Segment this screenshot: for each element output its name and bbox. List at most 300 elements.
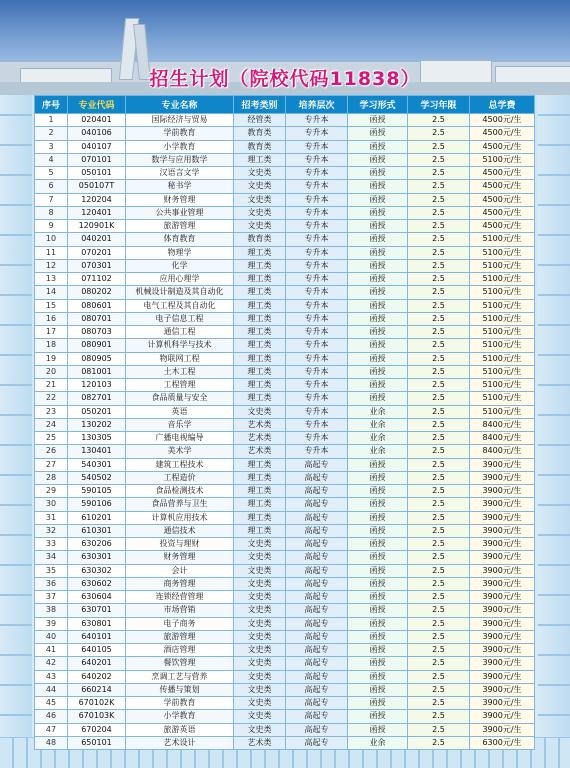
- total-fee: 5100元/生: [470, 339, 535, 352]
- major-code: 080901: [68, 339, 126, 352]
- table-row: [35, 736, 535, 749]
- major-code: 120901K: [68, 220, 126, 233]
- total-fee: 5100元/生: [470, 286, 535, 299]
- major-name: 食品质量与安全: [126, 392, 234, 405]
- study-mode: 业余: [348, 445, 408, 458]
- table-row: [35, 723, 535, 736]
- study-years: 2.5: [408, 339, 470, 352]
- study-level: 专升本: [286, 379, 348, 392]
- study-mode: 函授: [348, 339, 408, 352]
- major-name: 物联网工程: [126, 352, 234, 365]
- table-row: [35, 418, 535, 431]
- study-years: 2.5: [408, 127, 470, 140]
- table-row: [35, 167, 535, 180]
- study-mode: 业余: [348, 432, 408, 445]
- exam-category: 理工类: [234, 392, 286, 405]
- total-fee: 5100元/生: [470, 299, 535, 312]
- major-name: 投资与理财: [126, 538, 234, 551]
- total-fee: 3900元/生: [470, 458, 535, 471]
- exam-category: 理工类: [234, 458, 286, 471]
- total-fee: 4500元/生: [470, 193, 535, 206]
- table-row: [35, 657, 535, 670]
- exam-category: 理工类: [234, 511, 286, 524]
- study-years: 2.5: [408, 352, 470, 365]
- study-level: 高起专: [286, 657, 348, 670]
- study-mode: 函授: [348, 617, 408, 630]
- major-code: 050101: [68, 167, 126, 180]
- study-mode: 函授: [348, 564, 408, 577]
- study-mode: 函授: [348, 140, 408, 153]
- table-row: [35, 352, 535, 365]
- study-level: 高起专: [286, 485, 348, 498]
- total-fee: 4500元/生: [470, 114, 535, 127]
- exam-category: 艺术类: [234, 418, 286, 431]
- study-years: 2.5: [408, 180, 470, 193]
- major-code: 050201: [68, 405, 126, 418]
- major-name: 财务管理: [126, 193, 234, 206]
- study-mode: 函授: [348, 657, 408, 670]
- table-row: [35, 193, 535, 206]
- study-level: 专升本: [286, 259, 348, 272]
- major-code: 640202: [68, 670, 126, 683]
- major-code: 080202: [68, 286, 126, 299]
- study-years: 2.5: [408, 683, 470, 696]
- table-row: [35, 577, 535, 590]
- study-years: 2.5: [408, 418, 470, 431]
- major-code: 080905: [68, 352, 126, 365]
- major-name: 数学与应用数学: [126, 153, 234, 166]
- major-code: 630301: [68, 551, 126, 564]
- page-title: 招生计划（院校代码11838）: [149, 68, 421, 90]
- table-row: [35, 299, 535, 312]
- major-name: 电子信息工程: [126, 312, 234, 325]
- exam-category: 文史类: [234, 577, 286, 590]
- total-fee: 3900元/生: [470, 710, 535, 723]
- row-number: 3: [35, 140, 68, 153]
- study-level: 专升本: [286, 273, 348, 286]
- study-years: 2.5: [408, 220, 470, 233]
- row-number: 7: [35, 193, 68, 206]
- exam-category: 文史类: [234, 697, 286, 710]
- study-mode: 函授: [348, 577, 408, 590]
- total-fee: 3900元/生: [470, 630, 535, 643]
- major-code: 630206: [68, 538, 126, 551]
- total-fee: 8400元/生: [470, 445, 535, 458]
- exam-category: 文史类: [234, 538, 286, 551]
- study-years: 2.5: [408, 736, 470, 749]
- study-years: 2.5: [408, 644, 470, 657]
- right-border-decoration: [538, 95, 570, 768]
- study-years: 2.5: [408, 458, 470, 471]
- row-number: 39: [35, 617, 68, 630]
- study-years: 2.5: [408, 392, 470, 405]
- total-fee: 3900元/生: [470, 471, 535, 484]
- study-years: 2.5: [408, 365, 470, 378]
- exam-category: 艺术类: [234, 432, 286, 445]
- header-years: 学习年限: [408, 96, 470, 114]
- enrollment-plan-table: [34, 95, 535, 750]
- exam-category: 理工类: [234, 365, 286, 378]
- major-code: 590105: [68, 485, 126, 498]
- total-fee: 5100元/生: [470, 405, 535, 418]
- table-row: [35, 206, 535, 219]
- major-name: 旅游管理: [126, 220, 234, 233]
- major-code: 071102: [68, 273, 126, 286]
- major-name: 应用心理学: [126, 273, 234, 286]
- exam-category: 文史类: [234, 604, 286, 617]
- total-fee: 3900元/生: [470, 617, 535, 630]
- study-years: 2.5: [408, 193, 470, 206]
- exam-category: 文史类: [234, 220, 286, 233]
- table-row: [35, 405, 535, 418]
- study-mode: 函授: [348, 458, 408, 471]
- total-fee: 3900元/生: [470, 524, 535, 537]
- study-level: 专升本: [286, 445, 348, 458]
- study-mode: 函授: [348, 471, 408, 484]
- major-code: 540301: [68, 458, 126, 471]
- major-name: 通信工程: [126, 326, 234, 339]
- major-code: 640201: [68, 657, 126, 670]
- major-name: 连锁经营管理: [126, 591, 234, 604]
- study-years: 2.5: [408, 114, 470, 127]
- row-number: 25: [35, 432, 68, 445]
- study-mode: 函授: [348, 670, 408, 683]
- study-level: 专升本: [286, 233, 348, 246]
- header-fee: 总学费: [470, 96, 535, 114]
- total-fee: 5100元/生: [470, 379, 535, 392]
- row-number: 24: [35, 418, 68, 431]
- study-mode: 函授: [348, 233, 408, 246]
- major-name: 机械设计制造及其自动化: [126, 286, 234, 299]
- study-years: 2.5: [408, 591, 470, 604]
- major-code: 040107: [68, 140, 126, 153]
- table-row: [35, 551, 535, 564]
- major-name: 建筑工程技术: [126, 458, 234, 471]
- row-number: 14: [35, 286, 68, 299]
- exam-category: 教育类: [234, 140, 286, 153]
- table-row: [35, 114, 535, 127]
- major-name: 计算机科学与技术: [126, 339, 234, 352]
- study-mode: 函授: [348, 220, 408, 233]
- exam-category: 教育类: [234, 127, 286, 140]
- major-code: 630602: [68, 577, 126, 590]
- total-fee: 5100元/生: [470, 312, 535, 325]
- study-mode: 函授: [348, 498, 408, 511]
- exam-category: 文史类: [234, 710, 286, 723]
- study-level: 专升本: [286, 127, 348, 140]
- study-level: 专升本: [286, 365, 348, 378]
- major-code: 660214: [68, 683, 126, 696]
- total-fee: 5100元/生: [470, 273, 535, 286]
- major-name: 市场营销: [126, 604, 234, 617]
- study-level: 高起专: [286, 524, 348, 537]
- table-row: [35, 326, 535, 339]
- study-level: 专升本: [286, 206, 348, 219]
- row-number: 31: [35, 511, 68, 524]
- row-number: 26: [35, 445, 68, 458]
- study-years: 2.5: [408, 498, 470, 511]
- study-mode: 函授: [348, 379, 408, 392]
- study-years: 2.5: [408, 524, 470, 537]
- study-level: 高起专: [286, 683, 348, 696]
- study-mode: 函授: [348, 697, 408, 710]
- row-number: 12: [35, 259, 68, 272]
- study-level: 专升本: [286, 220, 348, 233]
- exam-category: 文史类: [234, 551, 286, 564]
- table-row: [35, 498, 535, 511]
- study-level: 高起专: [286, 458, 348, 471]
- row-number: 47: [35, 723, 68, 736]
- row-number: 38: [35, 604, 68, 617]
- study-years: 2.5: [408, 140, 470, 153]
- exam-category: 文史类: [234, 644, 286, 657]
- study-level: 高起专: [286, 591, 348, 604]
- study-level: 专升本: [286, 114, 348, 127]
- study-level: 专升本: [286, 432, 348, 445]
- study-mode: 函授: [348, 299, 408, 312]
- table-row: [35, 312, 535, 325]
- total-fee: 5100元/生: [470, 233, 535, 246]
- row-number: 28: [35, 471, 68, 484]
- study-mode: 函授: [348, 259, 408, 272]
- study-years: 2.5: [408, 312, 470, 325]
- total-fee: 3900元/生: [470, 591, 535, 604]
- total-fee: 3900元/生: [470, 485, 535, 498]
- major-name: 英语: [126, 405, 234, 418]
- header-code: 专业代码: [68, 96, 126, 114]
- study-level: 高起专: [286, 697, 348, 710]
- row-number: 13: [35, 273, 68, 286]
- table-row: [35, 286, 535, 299]
- table-row: [35, 591, 535, 604]
- total-fee: 3900元/生: [470, 538, 535, 551]
- row-number: 29: [35, 485, 68, 498]
- major-name: 旅游管理: [126, 630, 234, 643]
- major-name: 广播电视编导: [126, 432, 234, 445]
- total-fee: 4500元/生: [470, 127, 535, 140]
- exam-category: 理工类: [234, 312, 286, 325]
- study-mode: 函授: [348, 710, 408, 723]
- exam-category: 文史类: [234, 564, 286, 577]
- major-code: 640105: [68, 644, 126, 657]
- row-number: 35: [35, 564, 68, 577]
- table-row: [35, 538, 535, 551]
- study-mode: 函授: [348, 326, 408, 339]
- row-number: 27: [35, 458, 68, 471]
- study-level: 高起专: [286, 564, 348, 577]
- total-fee: 3900元/生: [470, 697, 535, 710]
- total-fee: 3900元/生: [470, 723, 535, 736]
- major-name: 秘书学: [126, 180, 234, 193]
- exam-category: 文史类: [234, 723, 286, 736]
- major-name: 电气工程及其自动化: [126, 299, 234, 312]
- study-level: 专升本: [286, 312, 348, 325]
- study-level: 专升本: [286, 153, 348, 166]
- exam-category: 经管类: [234, 114, 286, 127]
- row-number: 8: [35, 206, 68, 219]
- exam-category: 理工类: [234, 339, 286, 352]
- exam-category: 文史类: [234, 617, 286, 630]
- row-number: 33: [35, 538, 68, 551]
- exam-category: 理工类: [234, 352, 286, 365]
- study-years: 2.5: [408, 405, 470, 418]
- study-mode: 函授: [348, 167, 408, 180]
- major-code: 130202: [68, 418, 126, 431]
- major-name: 财务管理: [126, 551, 234, 564]
- study-mode: 函授: [348, 180, 408, 193]
- study-years: 2.5: [408, 299, 470, 312]
- exam-category: 艺术类: [234, 736, 286, 749]
- major-name: 酒店管理: [126, 644, 234, 657]
- table-row: [35, 379, 535, 392]
- major-code: 650101: [68, 736, 126, 749]
- row-number: 36: [35, 577, 68, 590]
- table-row: [35, 630, 535, 643]
- table-row: [35, 564, 535, 577]
- total-fee: 5100元/生: [470, 365, 535, 378]
- exam-category: 理工类: [234, 246, 286, 259]
- study-years: 2.5: [408, 471, 470, 484]
- study-level: 专升本: [286, 246, 348, 259]
- major-code: 640101: [68, 630, 126, 643]
- table-row: [35, 524, 535, 537]
- major-code: 610201: [68, 511, 126, 524]
- total-fee: 4500元/生: [470, 220, 535, 233]
- total-fee: 4500元/生: [470, 167, 535, 180]
- row-number: 5: [35, 167, 68, 180]
- total-fee: 6300元/生: [470, 736, 535, 749]
- major-code: 630701: [68, 604, 126, 617]
- table-row: [35, 471, 535, 484]
- study-years: 2.5: [408, 326, 470, 339]
- row-number: 46: [35, 710, 68, 723]
- table-row: [35, 233, 535, 246]
- study-mode: 业余: [348, 418, 408, 431]
- row-number: 17: [35, 326, 68, 339]
- header-category: 招考类别: [234, 96, 286, 114]
- row-number: 41: [35, 644, 68, 657]
- row-number: 4: [35, 153, 68, 166]
- row-number: 32: [35, 524, 68, 537]
- table-row: [35, 670, 535, 683]
- study-mode: 函授: [348, 352, 408, 365]
- study-mode: 函授: [348, 551, 408, 564]
- major-name: 化学: [126, 259, 234, 272]
- exam-category: 理工类: [234, 485, 286, 498]
- header-mode: 学习形式: [348, 96, 408, 114]
- study-mode: 函授: [348, 591, 408, 604]
- study-level: 高起专: [286, 577, 348, 590]
- row-number: 16: [35, 312, 68, 325]
- study-years: 2.5: [408, 564, 470, 577]
- exam-category: 文史类: [234, 630, 286, 643]
- major-code: 040201: [68, 233, 126, 246]
- study-level: 专升本: [286, 180, 348, 193]
- study-years: 2.5: [408, 432, 470, 445]
- total-fee: 5100元/生: [470, 259, 535, 272]
- total-fee: 3900元/生: [470, 604, 535, 617]
- table-row: [35, 273, 535, 286]
- study-level: 高起专: [286, 471, 348, 484]
- major-name: 公共事业管理: [126, 206, 234, 219]
- study-level: 高起专: [286, 498, 348, 511]
- table-row: [35, 485, 535, 498]
- total-fee: 3900元/生: [470, 683, 535, 696]
- major-code: 670103K: [68, 710, 126, 723]
- row-number: 44: [35, 683, 68, 696]
- exam-category: 理工类: [234, 379, 286, 392]
- study-level: 高起专: [286, 710, 348, 723]
- study-years: 2.5: [408, 445, 470, 458]
- study-mode: 业余: [348, 736, 408, 749]
- major-name: 体育教育: [126, 233, 234, 246]
- total-fee: 4500元/生: [470, 180, 535, 193]
- study-level: 高起专: [286, 617, 348, 630]
- table-header-row: [35, 96, 535, 114]
- study-years: 2.5: [408, 697, 470, 710]
- major-name: 美术学: [126, 445, 234, 458]
- study-years: 2.5: [408, 511, 470, 524]
- major-name: 艺术设计: [126, 736, 234, 749]
- study-mode: 函授: [348, 114, 408, 127]
- exam-category: 文史类: [234, 670, 286, 683]
- exam-category: 理工类: [234, 299, 286, 312]
- major-code: 080703: [68, 326, 126, 339]
- major-code: 590106: [68, 498, 126, 511]
- table-row: [35, 511, 535, 524]
- total-fee: 5100元/生: [470, 153, 535, 166]
- study-mode: 函授: [348, 538, 408, 551]
- major-code: 120401: [68, 206, 126, 219]
- study-mode: 函授: [348, 524, 408, 537]
- table-row: [35, 140, 535, 153]
- major-name: 餐饮管理: [126, 657, 234, 670]
- major-name: 工程造价: [126, 471, 234, 484]
- row-number: 23: [35, 405, 68, 418]
- major-code: 070201: [68, 246, 126, 259]
- total-fee: 5100元/生: [470, 352, 535, 365]
- study-level: 专升本: [286, 140, 348, 153]
- major-name: 食品营养与卫生: [126, 498, 234, 511]
- study-level: 高起专: [286, 644, 348, 657]
- total-fee: 3900元/生: [470, 551, 535, 564]
- row-number: 11: [35, 246, 68, 259]
- study-years: 2.5: [408, 657, 470, 670]
- major-name: 烹调工艺与营养: [126, 670, 234, 683]
- major-name: 电子商务: [126, 617, 234, 630]
- major-name: 汉语言文学: [126, 167, 234, 180]
- table-row: [35, 246, 535, 259]
- exam-category: 理工类: [234, 286, 286, 299]
- exam-category: 文史类: [234, 167, 286, 180]
- table-row: [35, 683, 535, 696]
- row-number: 40: [35, 630, 68, 643]
- study-mode: 函授: [348, 723, 408, 736]
- total-fee: 8400元/生: [470, 432, 535, 445]
- exam-category: 文史类: [234, 683, 286, 696]
- major-code: 050107T: [68, 180, 126, 193]
- header-major: 专业名称: [126, 96, 234, 114]
- table-row: [35, 644, 535, 657]
- major-code: 130305: [68, 432, 126, 445]
- major-name: 小学教育: [126, 710, 234, 723]
- study-mode: 函授: [348, 485, 408, 498]
- table-row: [35, 458, 535, 471]
- major-name: 传播与策划: [126, 683, 234, 696]
- major-code: 670102K: [68, 697, 126, 710]
- table-row: [35, 604, 535, 617]
- study-level: 高起专: [286, 630, 348, 643]
